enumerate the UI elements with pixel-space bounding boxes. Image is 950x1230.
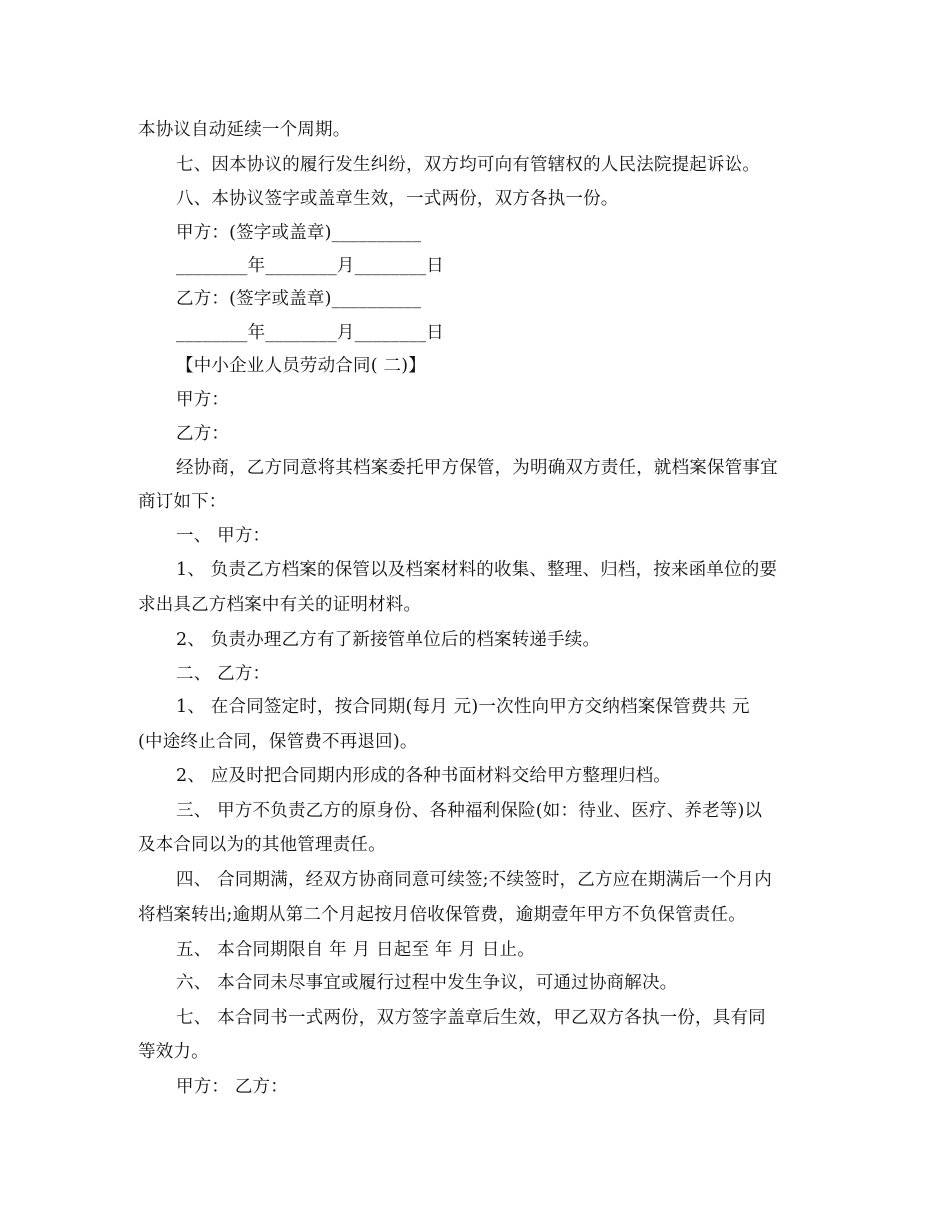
signature-line-party-b: 乙方：(签字或盖章)__________: [176, 289, 422, 309]
text-line: 求出具乙方档案中有关的证明材料。: [138, 595, 422, 615]
clause-heading: 一、 甲方：: [176, 526, 271, 546]
text-line: 七、 本合同书一式两份，双方签字盖章后生效，甲乙双方各执一份，具有同: [176, 1008, 766, 1028]
text-line: 经协商，乙方同意将其档案委托甲方保管，为明确双方责任，就档案保管事宜: [176, 458, 778, 478]
text-line: 六、 本合同未尽事宜或履行过程中发生争议，可通过协商解决。: [176, 973, 678, 993]
signature-parties-line: 甲方： 乙方：: [176, 1077, 288, 1097]
signature-line-party-a: 甲方：(签字或盖章)__________: [176, 223, 422, 243]
text-line: 2、 应及时把合同期内形成的各种书面材料交给甲方整理归档。: [176, 766, 671, 786]
clause-heading: 二、 乙方：: [176, 664, 271, 684]
text-line: 八、本协议签字或盖章生效，一式两份，双方各执一份。: [176, 189, 619, 209]
section-title: 【中小企业人员劳动合同( 二)】: [176, 356, 426, 376]
text-line: 等效力。: [138, 1042, 209, 1062]
text-line: 四、 合同期满，经双方协商同意可续签;不续签时，乙方应在期满后一个月内: [176, 870, 772, 890]
text-line: 2、 负责办理乙方有了新接管单位后的档案转递手续。: [176, 630, 601, 650]
text-line: 1、 负责乙方档案的保管以及档案材料的收集、整理、归档，按来函单位的要: [176, 560, 778, 580]
party-a-label: 甲方：: [176, 390, 230, 410]
text-line: 三、 甲方不负责乙方的原身份、各种福利保险(如：待业、医疗、养老等)以: [176, 801, 763, 821]
text-line: (中途终止合同，保管费不再退回)。: [138, 732, 418, 752]
date-line: ________年________月________日: [176, 256, 444, 276]
text-line: 七、因本协议的履行发生纠纷，双方均可向有管辖权的人民法院提起诉讼。: [176, 155, 761, 175]
party-b-label: 乙方：: [176, 424, 230, 444]
text-line: 将档案转出;逾期从第二个月起按月倍收保管费，逾期壹年甲方不负保管责任。: [138, 905, 746, 925]
text-line: 1、 在合同签定时，按合同期(每月 元)一次性向甲方交纳档案保管费共 元: [176, 697, 750, 717]
text-line: 商订如下：: [138, 492, 227, 512]
date-line: ________年________月________日: [176, 323, 444, 343]
text-line: 本协议自动延续一个周期。: [138, 120, 351, 140]
text-line: 五、 本合同期限自 年 月 日起至 年 月 日止。: [176, 940, 535, 960]
text-line: 及本合同以为的其他管理责任。: [138, 835, 386, 855]
